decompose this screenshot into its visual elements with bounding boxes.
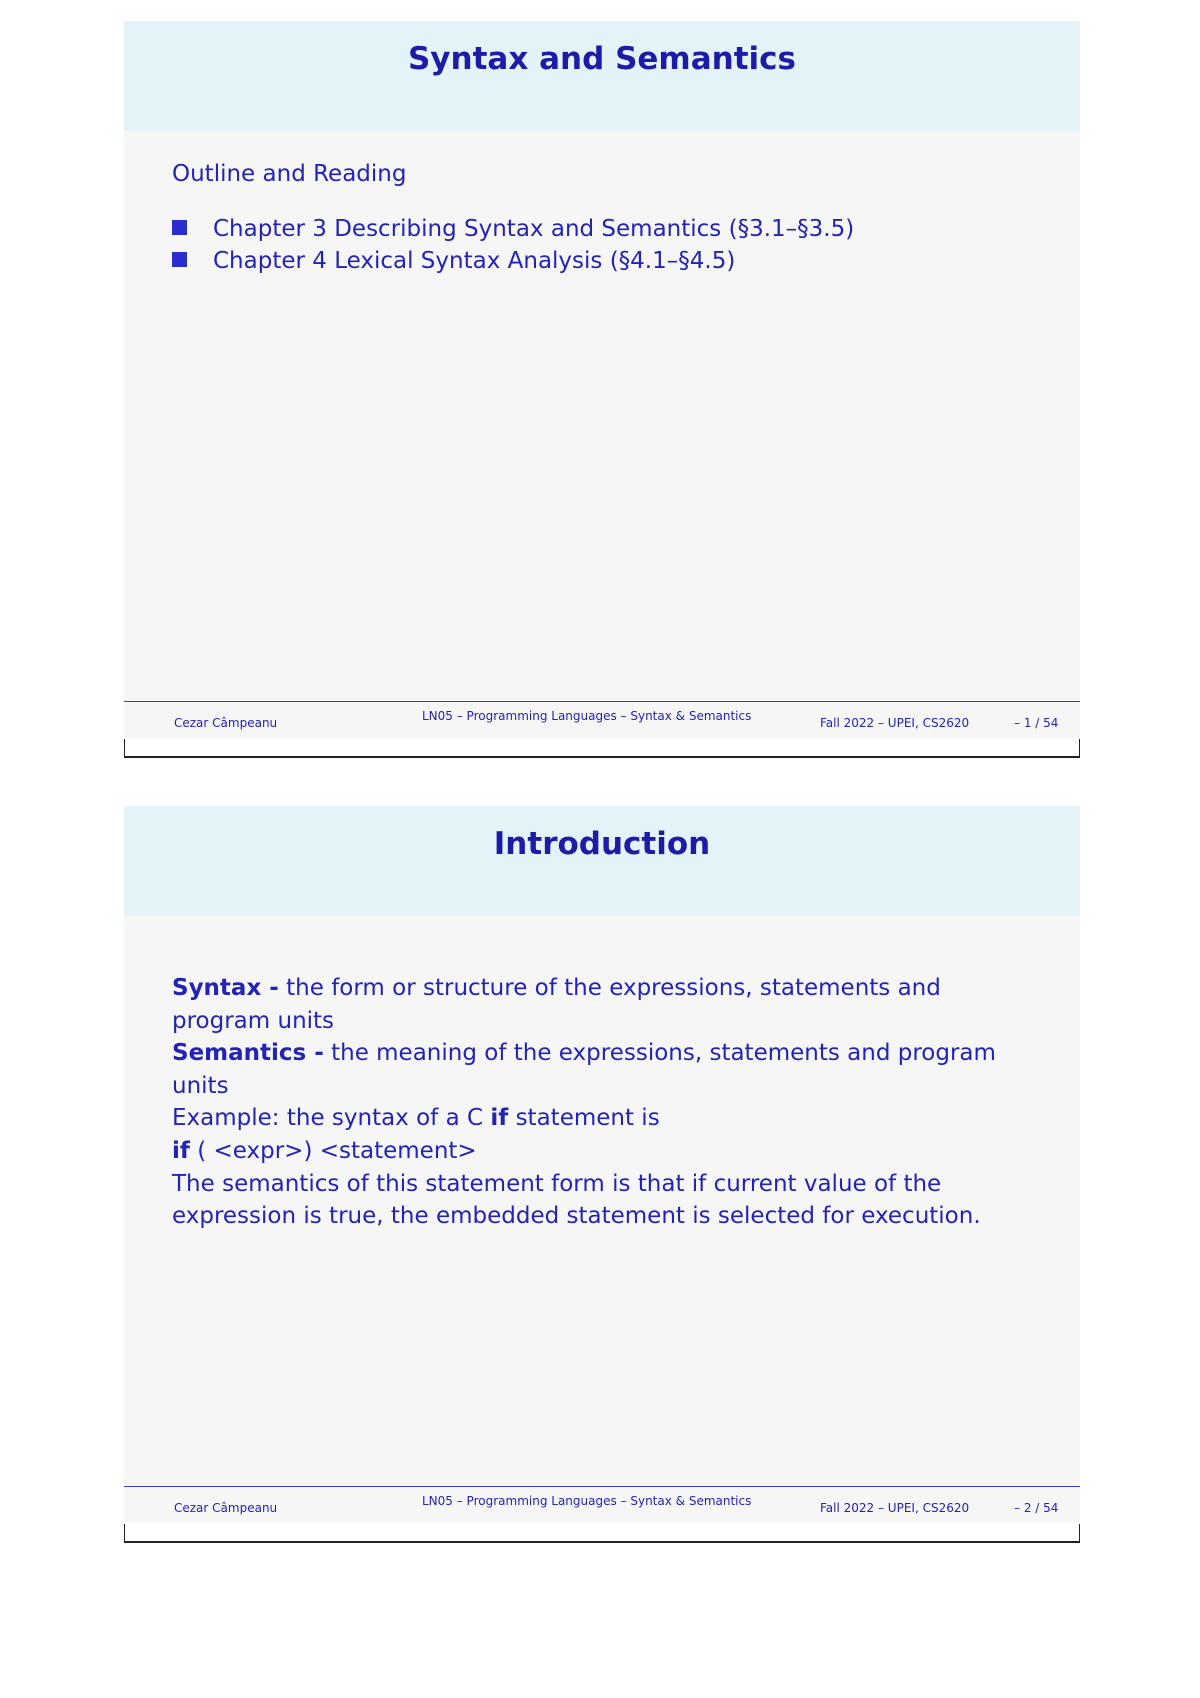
square-bullet-icon: [172, 220, 187, 235]
footer-term: Fall 2022 – UPEI, CS2620: [820, 1501, 970, 1515]
example-post: statement is: [508, 1105, 660, 1132]
list-item-text: Chapter 4 Lexical Syntax Analysis (§4.1–§4.5): [213, 248, 736, 274]
slide-title: Syntax and Semantics: [407, 41, 796, 77]
slide-2: [124, 806, 1080, 1546]
syntax-definition: [172, 972, 1042, 1037]
footer-author: Cezar Câmpeanu: [174, 716, 278, 730]
slide-title: Introduction: [493, 826, 711, 862]
footer-page-number: – 1 / 54: [1014, 716, 1059, 730]
footer-course: LN05 – Programming Languages – Syntax & Semantics: [422, 709, 752, 723]
example-line: [172, 1102, 1042, 1135]
semantics-def: the meaning of the expressions, statements and program units: [172, 1040, 996, 1099]
footer-term: Fall 2022 – UPEI, CS2620: [820, 716, 970, 730]
syntax-def: the form or structure of the expressions, statements and program units: [172, 975, 941, 1034]
slide-frame-bottom: [124, 1524, 1080, 1543]
semantics-sentence: The semantics of this statement form is that if current value of the expression is true, the embedded statement is selected for execution.: [172, 1170, 981, 1230]
slide-footer: [124, 1487, 1080, 1523]
syntax-term: Syntax -: [172, 975, 279, 1001]
list-item: [172, 245, 854, 277]
footer-course: LN05 – Programming Languages – Syntax & Semantics: [422, 1494, 752, 1508]
code-line: [172, 1135, 1042, 1168]
intro-text: [172, 972, 1042, 1233]
example-pre: Example: the syntax of a C: [172, 1105, 491, 1132]
semantics-term: Semantics -: [172, 1040, 324, 1067]
footer-author: Cezar Câmpeanu: [174, 1501, 278, 1515]
outline-heading: Outline and Reading: [172, 161, 407, 187]
example-keyword: if: [490, 1105, 509, 1132]
semantics-definition: [172, 1037, 1042, 1102]
list-item-text: Chapter 3 Describing Syntax and Semantics (§3.1–§3.5): [213, 216, 855, 242]
slide-frame-bottom: [124, 739, 1080, 758]
reading-list: [172, 213, 854, 277]
code-keyword: if: [172, 1137, 190, 1164]
slide-footer: [124, 702, 1080, 738]
slide-1: [124, 21, 1080, 761]
footer-page-number: – 2 / 54: [1014, 1501, 1059, 1515]
code-rest: ( <expr>) <statement>: [189, 1137, 477, 1164]
slide-header: [124, 21, 1080, 131]
slide-header: [124, 806, 1080, 916]
list-item: [172, 213, 854, 245]
square-bullet-icon: [172, 252, 187, 267]
